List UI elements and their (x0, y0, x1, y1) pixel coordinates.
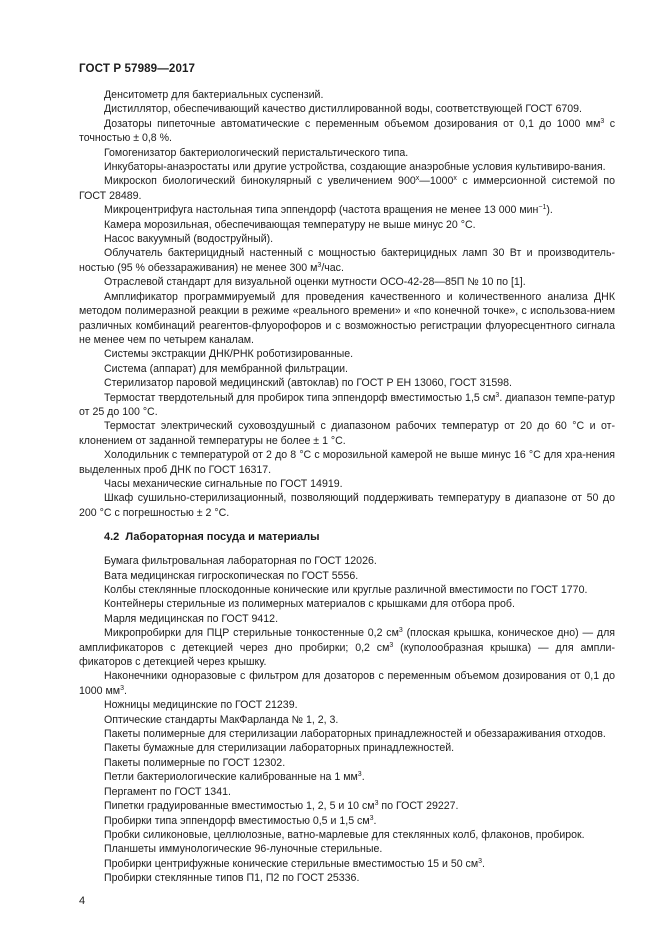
paragraph-flasks: Колбы стеклянные плоскодонные конические или круглые различной вместимости по ГОСТ 1770. (104, 584, 588, 596)
paragraph-sterilization-bags: Пакеты полимерные для стерилизации лабораторных принадлежностей и обеззараживания отходов. (104, 728, 606, 741)
paragraph-parchment: Пергамент по ГОСТ 1341. (104, 785, 231, 798)
paragraph-gauze: Марля медицинская по ГОСТ 9412. (104, 612, 279, 625)
paragraph-centrifuge-tubes: Пробирки центрифужные конические стерильные вместимостью 15 и 50 $см^3$. (104, 857, 485, 870)
paragraph-irradiator: Облучатель бактерицидный настенный с мощностью бактерицидных ламп 30 Вт и производитель-ностью (95 % обеззараживания) не менее 300 $м^3$/час. (79, 247, 615, 274)
paragraph-cotton-wool: Вата медицинская гигроскопическая по ГОСТ 5556. (104, 569, 359, 582)
paragraph-microtubes: Микропробирки для ПЦР стерильные тонкостенные 0,2 $см^3$ (плоская крышка, коническое дно) — для амплификаторов с детекцией через дно пробирки; 0,2 $см^3$ (куполообразная крышка) — для ампли-фикаторов с детекцией через крышку. (79, 627, 615, 669)
paragraph-filter-paper: Бумага фильтровальная лабораторная по ГОСТ 12026. (104, 555, 377, 568)
paragraph-glass-tubes: Пробирки стеклянные типов П1, П2 по ГОСТ 25336. (104, 872, 360, 885)
paragraph-membrane-filtration: Система (аппарат) для мембранной фильтрации. (104, 362, 348, 375)
paragraph-eppendorf-tubes: Пробирки типа эппендорф вместимостью 0,5 и 1,5 $см^3$. (104, 814, 377, 827)
paragraph-drying-cabinet: Шкаф сушильно-стерилизационный, позволяющий поддерживать температуру в диапазоне от 50 до 200 °С с погрешностью ± 2 °С. (79, 492, 615, 519)
paragraph-pipettes: Пипетки градуированные вместимостью 1, 2, 5 и 10 $см^3$ по ГОСТ 29227. (104, 800, 459, 813)
paragraph-electric-thermostat: Термостат электрический суховоздушный с диапазоном рабочих температур от 20 до 60 °С и от-клонением от заданной температуры не более ± 1 °С. (79, 420, 615, 447)
paragraph-microcentrifuge: Микроцентрифуга настольная типа эппендорф (частота вращения не менее 13 000 мин$^{-1}$). (104, 204, 553, 217)
paragraph-plates: Планшеты иммунологические 96-луночные стерильные. (104, 843, 383, 856)
section-heading (79, 530, 615, 544)
document-body (79, 88, 615, 886)
paragraph-timer: Часы механические сигнальные по ГОСТ 14919. (104, 477, 343, 490)
paragraph-solid-thermostat: Термостат твердотельный для пробирок типа эппендорф вместимостью 1,5 $см^3$. диапазон темпе-ратур от 25 до 100 °С. (79, 391, 615, 418)
paragraph-densitometer: Денситометр для бактериальных суспензий. (104, 89, 324, 101)
paragraph-incubators: Инкубаторы-анаэростаты или другие устройства, создающие анаэробные условия культивиро-вания. (104, 161, 606, 174)
paragraph-mcfarland: Оптические стандарты МакФарланда № 1, 2, 3. (104, 713, 339, 726)
paragraph-filter-tips: Наконечники одноразовые с фильтром для дозаторов с переменным объемом дозирования от 0,1 до 1000 $мм^3$. (79, 670, 615, 697)
paragraph-paper-bags: Пакеты бумажные для стерилизации лабораторных принадлежностей. (104, 742, 455, 755)
paragraph-turbidity-standard: Отраслевой стандарт для визуальной оценки мутности ОСО-42-28—85П № 10 по [1]. (104, 276, 526, 289)
paragraph-sterilizer: Стерилизатор паровой медицинский (автоклав) по ГОСТ Р ЕН 13060, ГОСТ 31598. (104, 377, 512, 390)
paragraph-polymer-bags: Пакеты полимерные по ГОСТ 12302. (104, 756, 286, 769)
paragraph-refrigerator: Холодильник с температурой от 2 до 8 °С с морозильной камерой не выше минус 16 °С для хра-нения выделенных проб ДНК по ГОСТ 16317. (79, 449, 615, 476)
paragraph-scissors: Ножницы медицинские по ГОСТ 21239. (104, 699, 298, 712)
paragraph-dosers: Дозаторы пипеточные автоматические с переменным объемом дозирования от 0,1 до 1000 $мм^3$ с точностью ± 0,8 %. (79, 117, 615, 145)
paragraph-stoppers: Пробки силиконовые, целлюлозные, ватно-марлевые для стеклянных колб, флаконов, пробирок. (104, 828, 585, 841)
document-header: ГОСТ Р 57989—2017 (79, 62, 196, 75)
section-title: Лабораторная посуда и материалы (125, 531, 320, 544)
paragraph-vacuum-pump: Насос вакуумный (водоструйный). (104, 233, 274, 246)
section-number: 4.2 (104, 531, 120, 544)
paragraph-microscope: Микроскоп биологический бинокулярный с увеличением $900^х—1000^х$ с иммерсионной системой по ГОСТ 28489. (79, 175, 616, 202)
paragraph-distiller: Дистиллятор, обеспечивающий качество дистиллированной воды, соответствующей ГОСТ 6709. (104, 103, 582, 116)
paragraph-containers: Контейнеры стерильные из полимерных материалов с крышками для отбора проб. (104, 598, 515, 611)
page-number: 4 (79, 895, 86, 907)
paragraph-amplifier: Амплификатор программируемый для проведения качественного и количественного анализа ДНК методом полимеразной реакции в режиме «реального времени» и «по конечной точке», с использова-нием различных комбинаций реагентов-флуорофоров и с возможностью регистрации флуоресцентного сигнала не менее чем по четырем каналам. (79, 290, 615, 346)
paragraph-homogenizer: Гомогенизатор бактериологический перистальтического типа. (104, 146, 409, 159)
paragraph-freezer: Камера морозильная, обеспечивающая температуру не выше минус 20 °С. (104, 218, 476, 231)
paragraph-loops: Петли бактериологические калиброванные на 1 $мм^3$. (104, 771, 365, 784)
paragraph-extraction-systems: Системы экстракции ДНК/РНК роботизированные. (104, 348, 354, 361)
